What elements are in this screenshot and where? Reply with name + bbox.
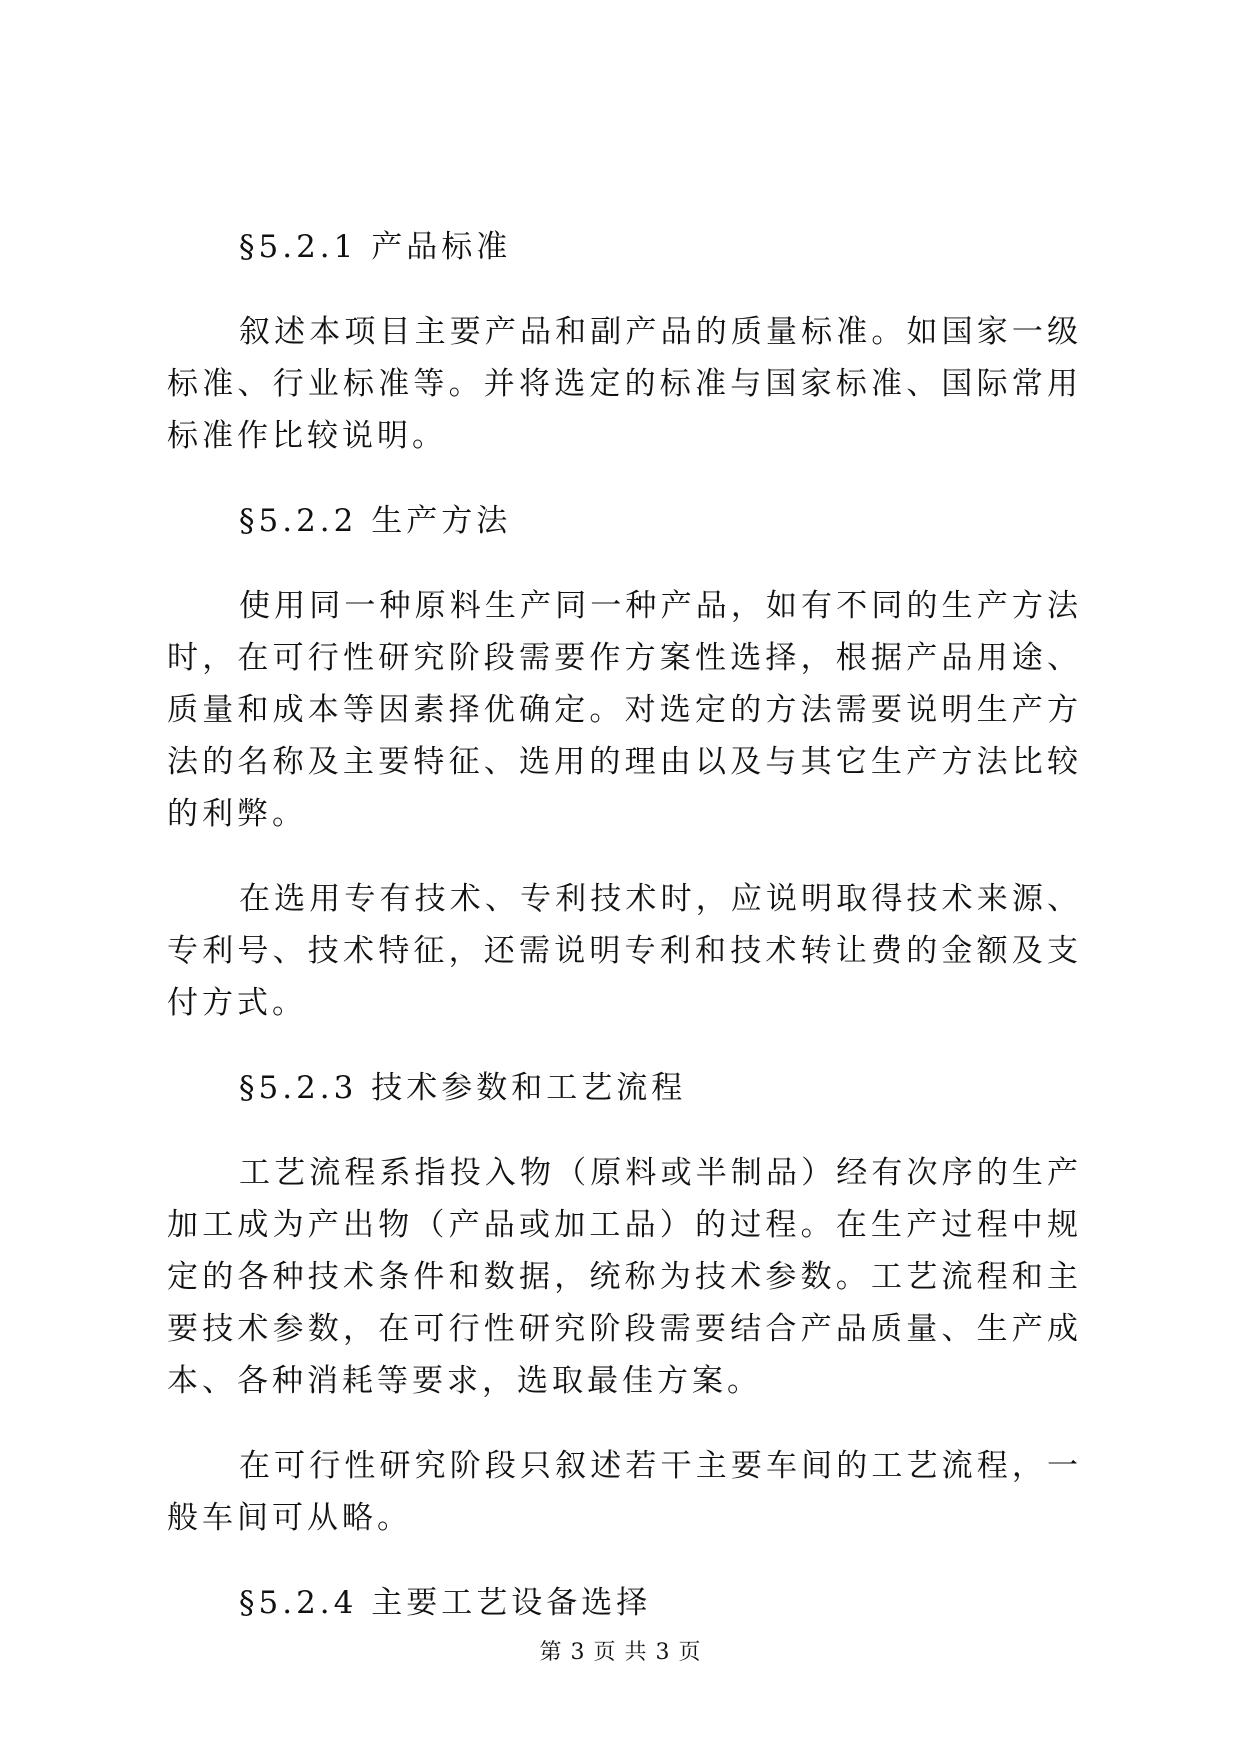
section-heading-5-2-3: §5.2.3 技术参数和工艺流程	[239, 1070, 687, 1106]
section-heading-5-2-1: §5.2.1 产品标准	[239, 229, 512, 265]
section-heading-5-2-4: §5.2.4 主要工艺设备选择	[239, 1585, 652, 1621]
paragraph-product-standard: 叙述本项目主要产品和副产品的质量标准。如国家一级标准、行业标准等。并将选定的标准与国家标准、国际常用标准作比较说明。	[167, 314, 1082, 454]
document-body	[167, 221, 1082, 1662]
section-heading-5-2-2: §5.2.2 生产方法	[239, 503, 512, 539]
paragraph-main-workshops: 在可行性研究阶段只叙述若干主要车间的工艺流程，一般车间可从略。	[167, 1448, 1082, 1536]
paragraph-patent-technology: 在选用专有技术、专利技术时，应说明取得技术来源、专利号、技术特征，还需说明专利和技术转让费的金额及支付方式。	[167, 881, 1082, 1021]
page-number-footer: 第 3 页 共 3 页	[539, 1640, 702, 1665]
paragraph-production-method: 使用同一种原料生产同一种产品，如有不同的生产方法时，在可行性研究阶段需要作方案性选择，根据产品用途、质量和成本等因素择优确定。对选定的方法需要说明生产方法的名称及主要特征、选用的理由以及与其它生产方法比较的利弊。	[167, 588, 1082, 832]
paragraph-process-flow: 工艺流程系指投入物（原料或半制品）经有次序的生产加工成为产出物（产品或加工品）的过程。在生产过程中规定的各种技术条件和数据，统称为技术参数。工艺流程和主要技术参数，在可行性研究阶段需要结合产品质量、生产成本、各种消耗等要求，选取最佳方案。	[167, 1155, 1082, 1399]
